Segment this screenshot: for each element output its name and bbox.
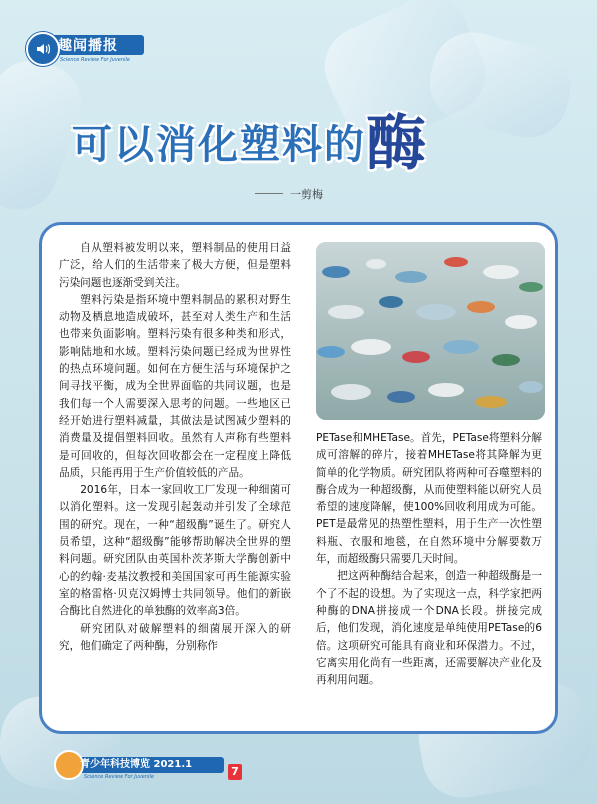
background-bottle	[421, 23, 580, 146]
article-author: 一剪梅	[290, 188, 323, 201]
paragraph: 自从塑料被发明以来，塑料制品的使用日益广泛，给人们的生活带来了极大方便，但是塑料污染问题也逐渐受到关注。	[59, 242, 291, 289]
paragraph: 2016年，日本一家回收工厂发现一种细菌可以消化塑料。这一发现引起轰动并引发了全球范围的研究。现在，一种“超级酶”诞生了。研究人员希望，这种“超级酶”能够帮助解决全世界的塑料问题。研究团队由英国朴茨茅斯大学酶创新中心的约翰·麦基汶教授和美国国家可再生能源实验室的格雷格·贝克汉姆博士共同领导。他们的新嵌合酶比自然进化的单独酶的效率高3倍。	[59, 484, 291, 618]
article-left-column	[59, 240, 291, 655]
article-right-column	[316, 430, 542, 689]
column-title: 趣闻播报	[58, 38, 118, 54]
magazine-name: 青少年科技博览 2021.1	[80, 759, 193, 770]
paragraph: 塑料污染是指环境中塑料制品的累积对野生动物及栖息地造成破坏，甚至对人类生产和生活也带来负面影响。塑料污染有很多种类和形式，影响陆地和水域。塑料污染问题已经成为世界性的热点环境问题。如何在方便生活与环境保护之间寻找平衡，成为全世界面临的共同议题，也是我们每一个人需要深入思考的问题。一些地区已经开始进行塑料减量，其做法是试图减少塑料的消费量及提倡塑料回收。虽然有人声称有些塑料是可回收的，但每次回收都会在一定程度上降低品质，只能再用于生产价值较低的产品。	[59, 293, 291, 479]
paragraph: 研究团队对破解塑料的细菌展开深入的研究，他们确定了两种酶，分别称作	[59, 622, 291, 652]
article-title	[72, 96, 428, 182]
paragraph: PETase和MHETase。首先，PETase将塑料分解成可溶解的碎片，接着MHETase将其降解为更简单的化学物质。研究团队将两种可吞噬塑料的酶合成为一种超级酶，从而使塑料能以研究人员希望的速度降解，使100%回收利用成为可能。PET是最常见的热塑性塑料，用于生产一次性塑料瓶、衣服和地毯，在自然环境中分解要数万年，而超级酶只需要几天时间。	[316, 432, 542, 566]
page-number: 7	[228, 764, 242, 780]
article-box	[39, 222, 558, 734]
author-dash	[255, 193, 283, 194]
column-subtitle: Science Review For Juvenile	[60, 57, 130, 63]
paragraph: 把这两种酶结合起来，创造一种超级酶是一个了不起的设想。为了实现这一点，科学家把两种酶的DNA拼接成一个DNA长段。拼接完成后，他们发现，消化速度是单纯使用PETase的6倍。这项研究可能具有商业和环保潜力。不过，它离实用化尚有一些距离，还需要解决产业化及再利用问题。	[316, 570, 542, 687]
column-tag	[26, 32, 144, 63]
magazine-footer	[54, 750, 244, 780]
magazine-subtitle: Science Review For Juvenile	[84, 774, 154, 780]
plastic-waste-photo	[316, 242, 545, 420]
article-title-main: 可以消化塑料的	[72, 122, 366, 168]
article-title-emphasis: 酶	[366, 109, 428, 179]
speaker-icon	[26, 32, 60, 66]
